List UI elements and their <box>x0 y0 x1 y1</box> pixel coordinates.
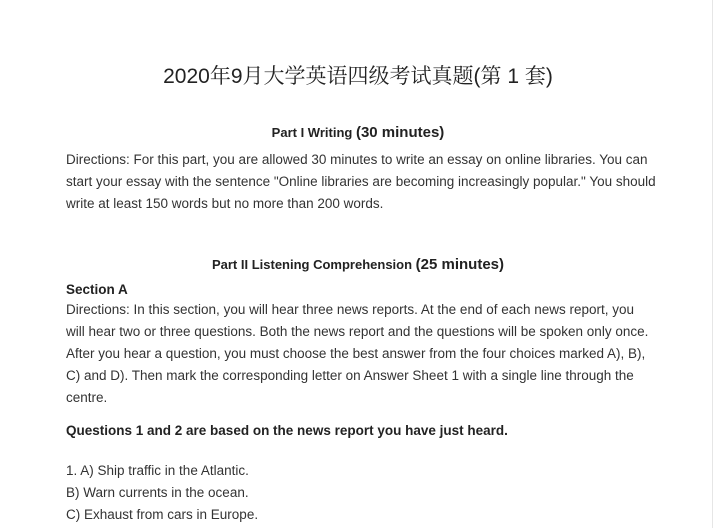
part-2-heading <box>0 254 716 276</box>
document-title: 2020年9月大学英语四级考试真题(第 1 套) <box>163 65 553 88</box>
questions-1-2-heading: Questions 1 and 2 are based on the news report you have just heard. <box>66 423 508 438</box>
part-1-directions: Directions: For this part, you are allowed 30 minutes to write an essay on online libraries. You can start your essay with the sentence "Online libraries are becoming increasingly popular." You should write at least 150 words but no more than 200 words. <box>66 152 656 211</box>
part-1-duration: (30 minutes) <box>355 124 445 141</box>
question-1-choices <box>66 460 258 526</box>
part-2-title: Part II Listening Comprehension <box>211 257 413 272</box>
part-2-directions: Directions: In this section, you will hear three news reports. At the end of each news report, you will hear two or three questions. Both the news report and the questions will be spoken only once. After you hear a question, you must choose the best answer from the four choices marked A), B), C) and D). Then mark the corresponding letter on Answer Sheet 1 with a single line through the centre. <box>66 302 649 405</box>
part-1-title: Part I Writing <box>271 125 353 140</box>
part-1-heading <box>0 122 716 144</box>
section-a-label: Section A <box>66 282 128 297</box>
choice-item: B) Warn currents in the ocean. <box>66 485 249 500</box>
part-2-duration: (25 minutes) <box>415 256 505 273</box>
choice-item: 1. A) Ship traffic in the Atlantic. <box>66 463 249 478</box>
choice-item: C) Exhaust from cars in Europe. <box>66 507 259 522</box>
